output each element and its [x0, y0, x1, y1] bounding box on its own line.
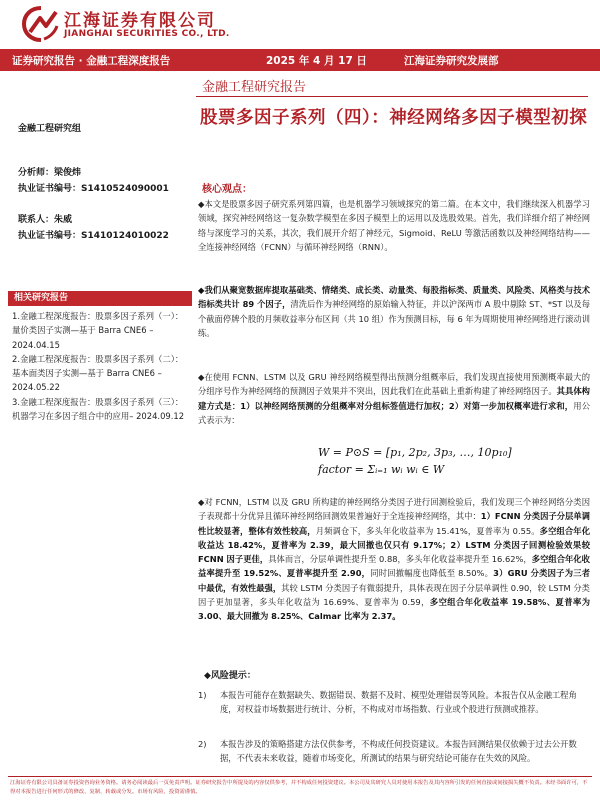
risk-item-number: 1)	[198, 690, 207, 700]
company-name-en: JIANGHAI SECURITIES CO., LTD.	[64, 29, 230, 39]
results-text: 具体而言，分层单调性提升至 0.88，多头年化收益率提升至 16.62%，	[268, 554, 532, 565]
company-name-cn: 江海证券有限公司	[64, 11, 216, 31]
core-view-heading: 核心观点：	[202, 184, 252, 195]
related-reports-header: 相关研究报告	[8, 291, 192, 306]
contact-cert-label: 执业证书编号：	[18, 231, 82, 241]
results-text: 月频调仓下，多头年化收益率为 15.41%，夏普率为 0.55。	[315, 525, 540, 536]
analyst-name: 梁俊炜	[54, 168, 82, 178]
report-type: 证券研究报告 · 金融工程深度报告	[12, 55, 171, 67]
related-report-item[interactable]: 3.金融工程深度报告：股票多因子系列（三）：机器学习在多因子组合中的应用– 2024.09.12	[12, 396, 185, 422]
results-text: 同时回撤幅度也降低至 8.50%。	[370, 568, 494, 579]
formula-line-1: W = P⊙S = [p₁, 2p₂, 3p₃, …, 10p₁₀]	[318, 446, 512, 459]
section-label: 金融工程研究报告	[202, 80, 307, 95]
risk-item-text: 本报告可能存在数据缺失、数据错误、数据不及时、模型处理错误等风险。本报告仅从金融工程角度，对权益市场数据进行统计、分析，不构成对市场指数、行业或个股进行预测或推荐。	[220, 690, 577, 715]
analyst-cert-label: 执业证书编号：	[18, 184, 82, 194]
related-report-item[interactable]: 1.金融工程深度报告：股票多因子系列（一）：量价类因子实测—基于 Barra CNE6 – 2024.04.15	[12, 311, 184, 350]
results-text: ◆对 FCNN，LSTM 以及 GRU 所构建的神经网络分类因子进行回测检验后，我们发现三个神经网络分类因子表现都十分优异且循环神经网络回测效果普遍好于全连接神经网络，其中：	[198, 497, 590, 522]
risk-heading: ◆风险提示：	[204, 671, 256, 681]
method-emphasis: 其具体构建方式是：1）以神经网络预测的分组概率对分组标签值进行加权；2）对第一步加权概率进行求和，	[198, 386, 590, 411]
risk-item-number: 2)	[198, 739, 207, 749]
analyst-line	[18, 165, 81, 178]
results-text: 其较 LSTM 分类因子有微弱提升，具体表现在因子分层单调性 0.90，较 LSTM 分类因子更加显著，多头年化收益为 16.69%、夏普率为 0.59，	[198, 582, 590, 608]
risk-item	[198, 737, 590, 767]
report-date: 2025 年 4 月 17 日	[266, 55, 367, 67]
formula-block	[318, 446, 578, 476]
paragraph-method	[198, 370, 590, 427]
paragraph-results	[198, 495, 590, 624]
section-divider	[196, 96, 588, 97]
contact-cert: S1410124010022	[81, 231, 169, 241]
data-text: 清洗后作为神经网络的原始输入特征，并以沪深两市 A 股中剔除 ST、*ST 以及每个截面停牌个股的月频收益率分布区间（共 10 组）作为预测目标，每 6 年为周期使用神经网络进行滚动训练。	[198, 299, 591, 338]
analyst-cert: S1410524090001	[81, 184, 169, 194]
related-report-item[interactable]: 2.金融工程深度报告：股票多因子系列（二）：基本面类因子实测—基于 Barra CNE6 – 2024.05.22	[12, 353, 184, 393]
research-group: 金融工程研究组	[18, 124, 82, 134]
formula-line-2: factor = Σᵢ₌₁ wᵢ wᵢ ∈ W	[318, 463, 445, 476]
method-text-tail: 用公式表示为：	[198, 400, 590, 425]
risk-item	[198, 688, 590, 732]
footer-disclaimer: 江海证券有限公司具备证券投资咨询业务资格。请务必阅读最后一页免责声明。证券研究报告中所提及的内容仅供参考，并不构成任何投资建议。本公司及其研究人员对使用本报告及其内容所引发的任何直接或间接损失概不负责。未经书面许可，不得对本报告进行任何形式的修改、复制、转载或分发。市场有风险，投资需谨慎。	[10, 780, 588, 795]
report-title: 股票多因子系列（四）：神经网络多因子模型初探	[200, 108, 588, 128]
results-emphasis: 多空组合年化收益率 19.58%、夏普率为 3.00、最大回撤为 8.25%、Calmar 比率为 2.37。	[198, 597, 590, 622]
method-text: ◆在使用 FCNN、LSTM 以及 GRU 神经网络模型得出预测分组概率后，我们发现直接使用预测概率最大的分组序号作为神经网络的预测因子效果并不突出，因此我们在此基础上重新构建了神经网络因子。	[198, 372, 590, 397]
related-reports-list	[12, 309, 188, 423]
contact-name: 朱威	[54, 215, 73, 225]
analyst-label: 分析师：	[18, 168, 55, 178]
data-emphasis: ◆我们从聚宽数据库提取基础类、情绪类、成长类、动量类、每股指标类、质量类、风险类、风格类与技术指标类共计 89 个因子，	[198, 285, 590, 310]
contact-cert-line	[18, 228, 169, 241]
header-bar	[0, 49, 600, 71]
paragraph-data	[198, 283, 590, 340]
paragraph-intro: ◆本文是股票多因子研究系列第四篇，也是机器学习领域探究的第二篇。在本文中，我们继续深入机器学习领域，探究神经网络这一复杂数学模型在多因子模型上的运用以及选股效果。首先，我们详细介绍了神经网络与深度学习的关系，其次，我们展开介绍了神经元，Sigmoid、ReLU 等激活函数以及神经网络结构——全连接神经网络（FCNN）与循环神经网络（RNN）。	[198, 199, 590, 252]
footer-divider	[8, 776, 592, 777]
risk-item-text: 本报告涉及的策略搭建方法仅供参考，不构成任何投资建议。本报告回测结果仅依赖于过去公开数据，不代表未来收益，随着市场变化，所测试的结果与研究结论可能存在失效的风险。	[220, 739, 577, 764]
results-emphasis: 3）GRU 分类因子为三者中最优，有效性最强，	[198, 568, 590, 593]
institute-name: 江海证券研究发展部	[404, 55, 499, 67]
contact-label: 联系人：	[18, 215, 55, 225]
results-emphasis: 多空组合年化收益达 18.42%，夏普率为 2.39，最大回撤也仅只有 9.17%；2）LSTM 分类因子回测检验效果较 FCNN 因子更佳，	[198, 525, 590, 565]
results-emphasis: 1）FCNN 分类因子分层单调性比较显著，整体有效性较高，	[198, 511, 590, 536]
contact-line	[18, 212, 72, 225]
company-logo-icon	[22, 6, 60, 42]
results-emphasis: 多空组合年化收益率提升至 19.52%、夏普率提升至 2.90，	[198, 554, 590, 579]
analyst-cert-line	[18, 181, 169, 194]
